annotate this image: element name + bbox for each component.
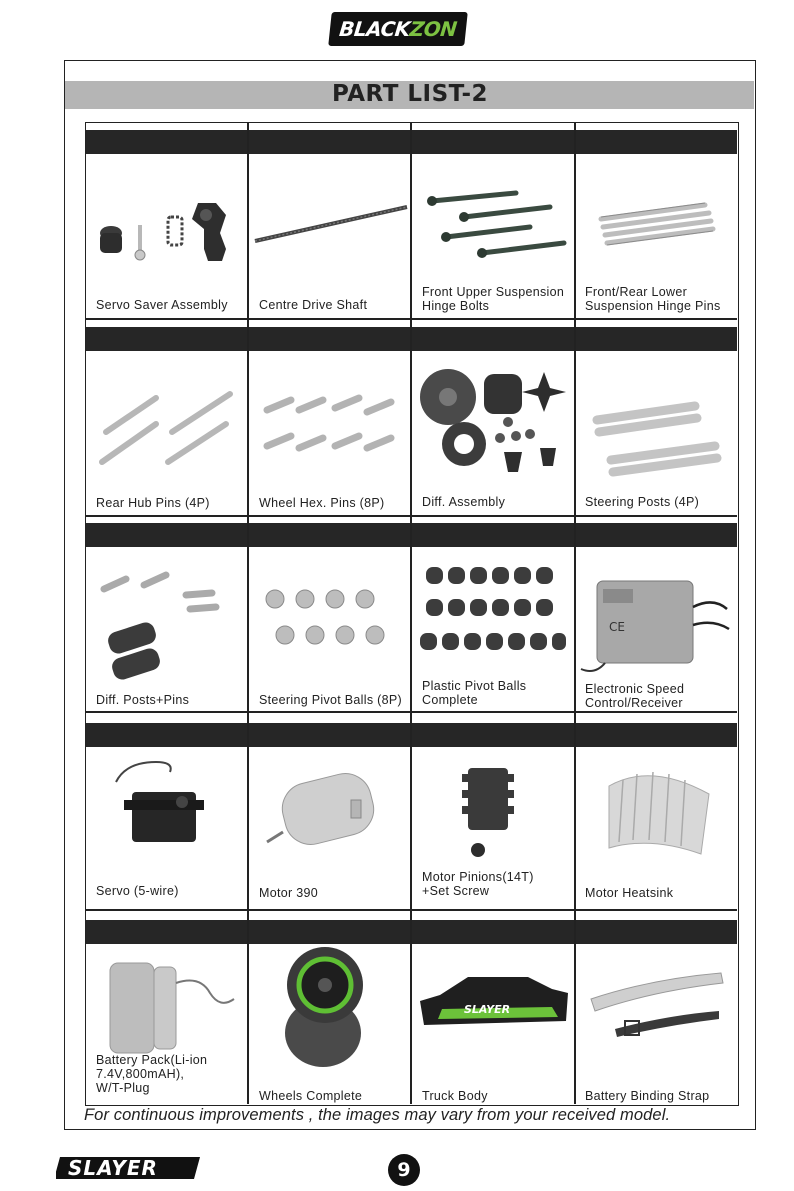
part-cell: [575, 352, 738, 515]
part-label: Battery Pack(Li-ion 7.4V,800mAH), W/T-Plug: [96, 1053, 208, 1095]
svg-text:SLAYER: SLAYER: [464, 1003, 511, 1016]
part-label: Rear Hub Pins (4P): [96, 496, 210, 510]
part-label: Battery Binding Strap: [585, 1089, 710, 1103]
part-label: Wheel Hex. Pins (8P): [259, 496, 385, 510]
drive-shaft-image: [249, 155, 412, 318]
row-divider: [86, 515, 737, 517]
part-cell: [412, 549, 575, 711]
part-cell: [412, 746, 575, 909]
part-cell: [249, 943, 412, 1104]
part-cell: [412, 943, 575, 1104]
part-label: Centre Drive Shaft: [259, 298, 368, 312]
part-label: Motor 390: [259, 886, 318, 900]
hex-pins-image: [249, 352, 412, 515]
part-label: Motor Heatsink: [585, 886, 674, 900]
row-band: [86, 523, 737, 547]
row-band: [86, 920, 737, 944]
truck-body-image: [412, 943, 575, 1106]
part-cell: [249, 155, 412, 318]
part-cell: [412, 352, 575, 515]
part-label: Servo (5-wire): [96, 884, 179, 898]
pivot-balls-image: [249, 549, 412, 712]
diff-posts-image: [86, 549, 249, 712]
part-cell: [412, 155, 575, 318]
steering-posts-image: [575, 352, 738, 515]
page-title: PART LIST-2: [331, 81, 489, 107]
part-label: Servo Saver Assembly: [96, 298, 228, 312]
servo-saver-image: [86, 155, 249, 318]
footer-note: For continuous improvements , the images may vary from your received model.: [84, 1106, 671, 1124]
part-cell: [86, 352, 249, 515]
part-label: Diff. Posts+Pins: [96, 693, 190, 707]
part-cell: [575, 549, 738, 711]
slayer-logo-text: SLAYER: [68, 1156, 158, 1180]
part-cell: [575, 155, 738, 318]
page-number: 9: [388, 1154, 420, 1186]
slayer-logo: [56, 1153, 202, 1183]
strap-image: [575, 943, 738, 1106]
part-cell: [249, 352, 412, 515]
blackzon-logo: [328, 12, 468, 46]
part-cell: [86, 549, 249, 711]
hub-pins-image: [86, 352, 249, 515]
part-cell: [86, 943, 249, 1104]
brand-part2: ZON: [408, 17, 458, 41]
parts-grid: [85, 122, 739, 1106]
row-divider: [86, 909, 737, 911]
row-band: [86, 723, 737, 747]
diff-assembly-image: [412, 352, 575, 515]
part-label: Steering Pivot Balls (8P): [259, 693, 402, 707]
part-cell: [575, 746, 738, 909]
brand-part1: BLACK: [338, 17, 412, 41]
part-label: Motor Pinions(14T) +Set Screw: [422, 870, 534, 898]
part-cell: [575, 943, 738, 1104]
part-label: Steering Posts (4P): [585, 495, 700, 509]
motor-image: [249, 746, 412, 909]
part-label: Front/Rear Lower Suspension Hinge Pins: [585, 285, 721, 313]
row-divider: [86, 318, 737, 320]
part-cell: [249, 746, 412, 909]
part-label: Plastic Pivot Balls Complete: [422, 679, 527, 707]
part-label: Front Upper Suspension Hinge Bolts: [422, 285, 565, 313]
part-cell: [86, 155, 249, 318]
part-label: Electronic Speed Control/Receiver: [585, 682, 685, 710]
part-label: Diff. Assembly: [422, 495, 506, 509]
part-cell: [86, 746, 249, 909]
wheels-image: [249, 943, 412, 1106]
part-label: Truck Body: [422, 1089, 488, 1103]
svg-text:CE: CE: [609, 620, 625, 634]
part-cell: [249, 549, 412, 711]
row-band: [86, 327, 737, 351]
part-label: Wheels Complete: [259, 1089, 363, 1103]
row-band: [86, 130, 737, 154]
heatsink-image: [575, 746, 738, 909]
